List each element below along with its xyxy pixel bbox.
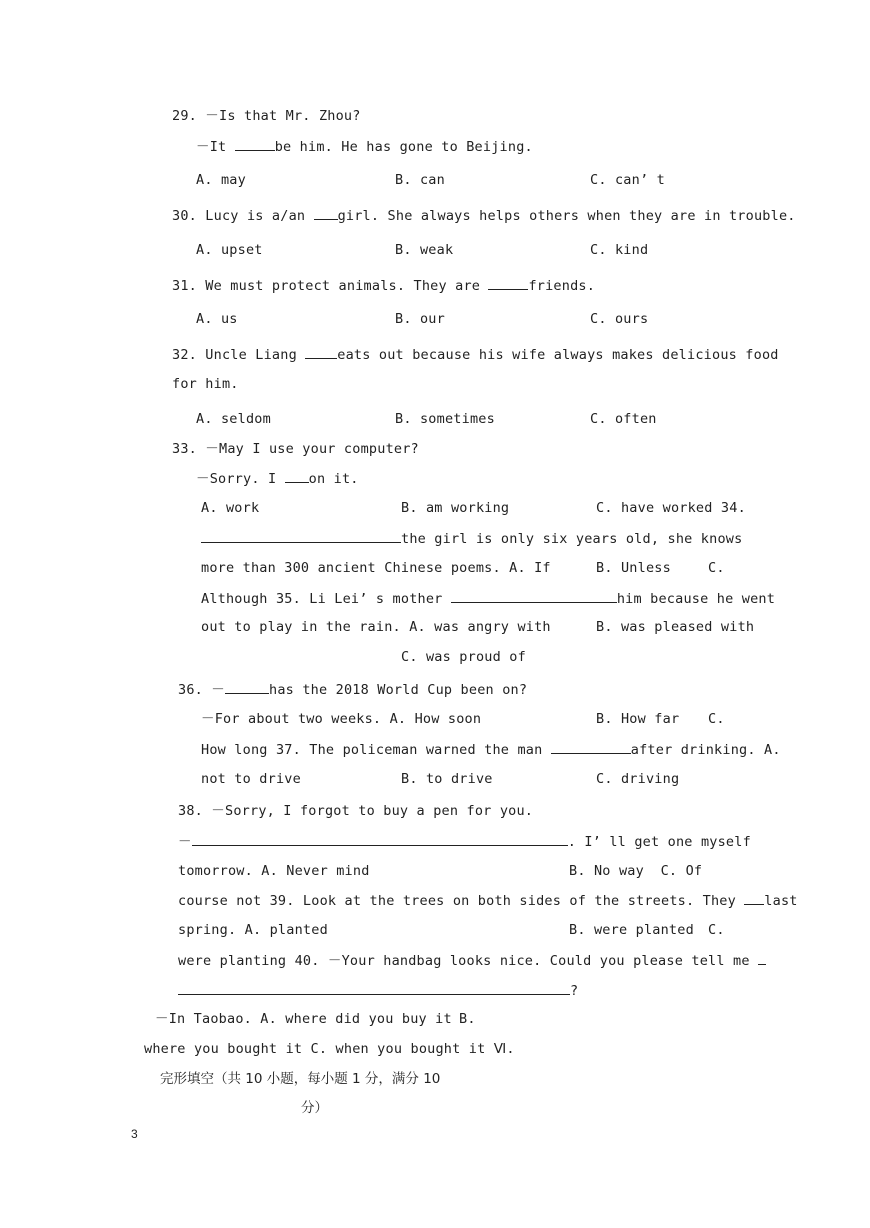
question-36-stem bbox=[178, 680, 527, 699]
text-segment: after drinking. A. bbox=[630, 742, 781, 758]
text-segment: on it. bbox=[308, 471, 359, 487]
question-30-stem bbox=[172, 206, 796, 225]
text-segment: girl. She always helps others when they are in trouble. bbox=[337, 208, 796, 224]
text-segment: Although 35. Li Lei’ s mother bbox=[201, 591, 451, 607]
option-29-c: C. can’ t bbox=[590, 172, 665, 188]
option-32-c: C. often bbox=[590, 411, 657, 427]
answer-blank bbox=[225, 680, 269, 694]
text-segment: him because he went bbox=[616, 591, 776, 607]
question-34-stem bbox=[201, 529, 742, 548]
answer-blank bbox=[488, 276, 528, 290]
question-35-stem bbox=[201, 589, 775, 608]
text-segment: friends. bbox=[528, 278, 596, 294]
question-33-stem: 33. －May I use your computer? bbox=[172, 441, 419, 457]
option-39-c: C. bbox=[708, 922, 725, 938]
answer-blank bbox=[758, 951, 766, 965]
text-segment: ? bbox=[570, 983, 579, 999]
text-segment: 30. Lucy is a/an bbox=[172, 208, 314, 224]
option-39-a: spring. A. planted bbox=[178, 922, 328, 938]
option-36-b: B. How far bbox=[596, 711, 680, 727]
text-segment: last bbox=[764, 893, 798, 909]
text-segment: the girl is only six years old, she knows bbox=[401, 531, 743, 547]
text-segment: course not 39. Look at the trees on both sides of the streets. They bbox=[178, 893, 745, 909]
page-number: 3 bbox=[131, 1127, 138, 1141]
answer-blank bbox=[551, 740, 631, 754]
option-31-b: B. our bbox=[395, 311, 445, 327]
text-segment: has the 2018 World Cup been on? bbox=[269, 682, 528, 698]
text-segment: 31. We must protect animals. They are bbox=[172, 278, 489, 294]
option-34-b: B. Unless bbox=[596, 560, 671, 576]
question-37-stem bbox=[201, 740, 781, 759]
text-segment: 32. Uncle Liang bbox=[172, 347, 306, 363]
question-40-line2 bbox=[178, 981, 578, 1000]
option-35-b: B. was pleased with bbox=[596, 619, 755, 635]
option-36-c: C. bbox=[708, 711, 725, 727]
question-34-line2: more than 300 ancient Chinese poems. A. If bbox=[201, 560, 551, 576]
option-32-b: B. sometimes bbox=[395, 411, 495, 427]
answer-blank bbox=[192, 832, 568, 846]
answer-blank bbox=[235, 137, 275, 151]
option-30-c: C. kind bbox=[590, 242, 649, 258]
answer-blank bbox=[314, 206, 338, 220]
option-29-a: A. may bbox=[196, 172, 246, 188]
question-38-line3: tomorrow. A. Never mind bbox=[178, 863, 370, 879]
option-34-c: C. bbox=[708, 560, 725, 576]
option-33-c: C. have worked 34. bbox=[596, 500, 746, 516]
section-title: 完形填空（共 10 小题，每小题 1 分，满分 10 bbox=[160, 1071, 441, 1087]
option-29-b: B. can bbox=[395, 172, 445, 188]
option-35-c: C. was proud of bbox=[401, 649, 526, 665]
text-segment: were planting 40. －Your handbag looks nice. Could you please tell me bbox=[178, 953, 758, 969]
text-segment: . I’ ll get one myself bbox=[567, 834, 751, 850]
answer-blank bbox=[451, 589, 617, 603]
text-segment: 36. － bbox=[178, 682, 226, 698]
option-31-c: C. ours bbox=[590, 311, 649, 327]
option-37-b: B. to drive bbox=[401, 771, 493, 787]
answer-blank bbox=[305, 345, 337, 359]
option-38-bc: B. No way C. Of bbox=[569, 863, 703, 879]
option-40-b: B. bbox=[459, 1011, 476, 1027]
question-35-line2: out to play in the rain. A. was angry with bbox=[201, 619, 551, 635]
question-36-line2: －For about two weeks. A. How soon bbox=[201, 711, 482, 727]
answer-blank bbox=[285, 469, 309, 483]
text-segment: be him. He has gone to Beijing. bbox=[274, 139, 533, 155]
text-segment: －Sorry. I bbox=[196, 471, 285, 487]
option-39-b: B. were planted bbox=[569, 922, 694, 938]
question-38-reply bbox=[178, 832, 751, 851]
option-33-a: A. work bbox=[201, 500, 260, 516]
question-29-stem: 29. －Is that Mr. Zhou? bbox=[172, 108, 361, 124]
option-32-a: A. seldom bbox=[196, 411, 271, 427]
text-segment: How long 37. The policeman warned the man bbox=[201, 742, 551, 758]
question-31-stem bbox=[172, 276, 595, 295]
question-39-stem bbox=[178, 891, 798, 910]
option-31-a: A. us bbox=[196, 311, 238, 327]
answer-blank bbox=[178, 981, 570, 995]
question-32-stem bbox=[172, 345, 779, 364]
option-33-b: B. am working bbox=[401, 500, 510, 516]
question-40-stem bbox=[178, 951, 766, 970]
answer-blank bbox=[201, 529, 401, 543]
text-segment: eats out because his wife always makes delicious food bbox=[337, 347, 779, 363]
option-30-b: B. weak bbox=[395, 242, 454, 258]
question-33-reply bbox=[196, 469, 359, 488]
option-30-a: A. upset bbox=[196, 242, 263, 258]
section-title-continuation: 分） bbox=[301, 1100, 328, 1116]
text-segment: －It bbox=[196, 139, 235, 155]
option-37-a: not to drive bbox=[201, 771, 301, 787]
option-37-c: C. driving bbox=[596, 771, 680, 787]
question-32-continuation: for him. bbox=[172, 376, 239, 392]
text-segment: － bbox=[178, 834, 192, 850]
question-40-options: where you bought it C. when you bought it Ⅵ. bbox=[144, 1041, 515, 1057]
answer-blank bbox=[744, 891, 764, 905]
question-29-reply bbox=[196, 137, 533, 156]
question-38-stem: 38. －Sorry, I forgot to buy a pen for you. bbox=[178, 803, 534, 819]
question-40-reply: －In Taobao. A. where did you buy it bbox=[155, 1011, 452, 1027]
